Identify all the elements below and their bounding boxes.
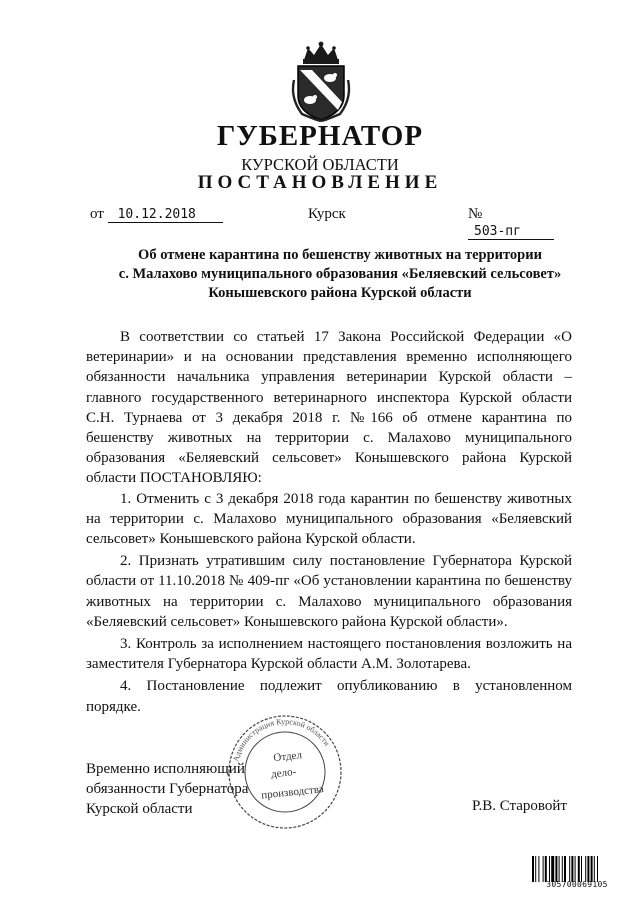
number-prefix: №: [468, 206, 483, 222]
decree-item-2: 2. Признать утратившим силу постановление Губернатора Курской области от 11.10.2018 № 409-пг «Об установлении карантина по бешенству животных на территории с. Малахово муниципального образования «Беляевский сельсовет» Конышевского района Курской области».: [86, 553, 572, 630]
document-date: 10.12.2018: [108, 207, 223, 223]
signatory-name: Р.В. Старовойт: [472, 798, 567, 814]
document-type-heading: ПОСТАНОВЛЕНИЕ: [197, 172, 443, 193]
authority-heading: ГУБЕРНАТОР: [216, 120, 424, 152]
stamp-line-1: Отдел: [272, 749, 303, 765]
title-line: Об отмене карантина по бешенству животных на территории: [138, 247, 542, 263]
stamp-ring-text: Администрация Курской области: [231, 716, 332, 763]
region-heading: КУРСКОЙ ОБЛАСТИ: [241, 155, 399, 174]
decree-item-4: 4. Постановление подлежит опубликованию в установленном порядке.: [86, 678, 572, 715]
number-block: [468, 206, 570, 240]
barcode: [531, 856, 623, 882]
preamble-paragraph: В соответствии со статьей 17 Закона Российской Федерации «О ветеринарии» и на основании представления временно исполняющего обязанности начальника управления ветеринарии Курской области – главного государственного ветеринарного инспектора Курской области С.Н. Турнаева от 3 декабря 2018 г. №166 об отмене карантина по бешенству животных на территории с. Малахово муниципального образования «Беляевский сельсовет» Конышевского района Курской области ПОСТАНОВЛЯЮ:: [86, 329, 572, 487]
document-meta: [90, 206, 570, 239]
title-line: Конышевского района Курской области: [208, 285, 472, 301]
decree-item-3: 3. Контроль за исполнением настоящего постановления возложить на заместителя Губернатора Курской области А.М. Золотарева.: [86, 636, 572, 673]
stamp-line-3: производства: [260, 783, 325, 802]
date-prefix: от: [90, 206, 104, 222]
signatory-line: обязанности Губернатора: [86, 781, 249, 797]
decree-item-1: 1. Отменить с 3 декабря 2018 года карантин по бешенству животных на территории с. Малахово муниципального образования «Беляевский сельсовет» Конышевского района Курской области.: [86, 490, 572, 548]
signatory-line: Курской области: [86, 801, 193, 817]
stamp-line-2: дело-: [270, 765, 297, 781]
barcode-number: 305700069105: [546, 880, 608, 889]
title-line: с. Малахово муниципального образования «Беляевский сельсовет»: [118, 266, 562, 282]
document-title: [90, 246, 590, 303]
document-body: [86, 327, 572, 717]
kursk-coat-of-arms-icon: [290, 40, 352, 122]
document-number: 503-пг: [468, 224, 554, 240]
signatory-title: [86, 759, 248, 819]
signatory-line: Временно исполняющий: [86, 761, 245, 777]
document-city: Курск: [308, 206, 346, 222]
date-block: [90, 206, 223, 223]
